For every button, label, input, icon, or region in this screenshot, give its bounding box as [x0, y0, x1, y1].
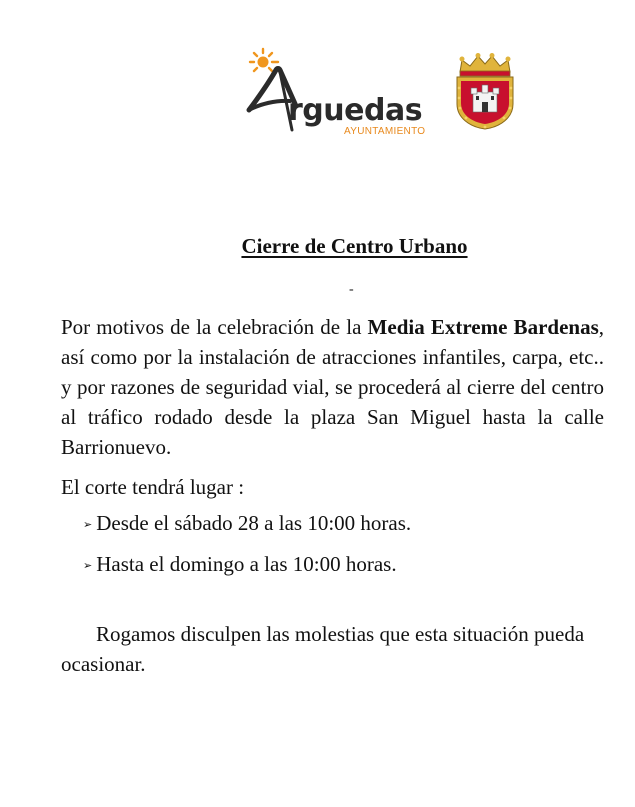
list-item: [83, 508, 604, 542]
coat-of-arms-icon: [452, 52, 518, 130]
arrow-bullet-icon: ➢: [83, 559, 93, 572]
paragraph-rest: , así como por la instalación de atracciones infantiles, carpa, etc.. y por razones de seguridad vial, se procederá al cierre del centro al tráfico rodado desde la plaza San Miguel hasta la calle Barrionuevo.: [61, 315, 604, 459]
logo-subtitle: AYUNTAMIENTO: [344, 126, 426, 137]
page-title: Cierre de Centro Urbano: [241, 234, 468, 258]
notice-body: [61, 312, 604, 679]
bullet-text: Hasta el domingo a las 10:00 horas.: [96, 552, 397, 576]
main-paragraph: [61, 312, 604, 462]
arguedas-logo: [246, 44, 522, 136]
bullet-text: Desde el sábado 28 a las 10:00 horas.: [96, 511, 412, 535]
separator-dash: -: [349, 282, 354, 297]
arrow-bullet-icon: ➢: [83, 518, 93, 531]
event-name: Media Extreme Bardenas: [367, 315, 599, 339]
closure-label: El corte tendrá lugar :: [61, 475, 245, 499]
closure-times-list: [61, 508, 604, 583]
logo-name: rguedas: [288, 93, 423, 128]
list-item: [83, 549, 604, 583]
closing-paragraph: Rogamos disculpen las molestias que esta situación pueda ocasionar.: [61, 622, 585, 676]
paragraph-intro: Por motivos de la celebración de la: [61, 315, 368, 339]
